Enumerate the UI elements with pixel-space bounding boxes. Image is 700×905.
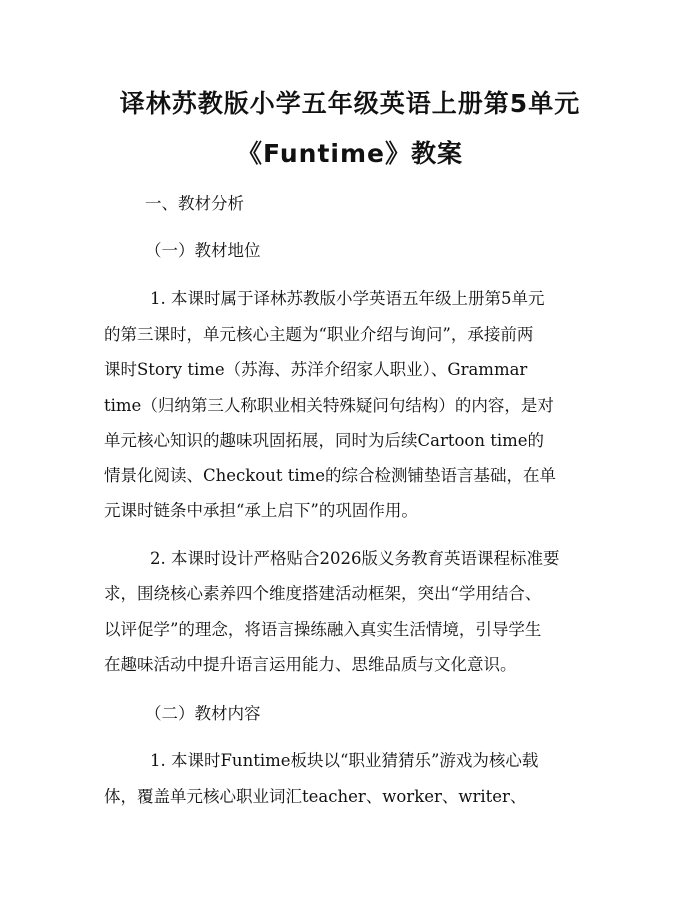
paragraph-2-line-2: 求，围绕核心素养四个维度搭建活动框架，突出“学用结合、 — [104, 584, 542, 603]
paragraph-1-line-5: 单元核心知识的趣味巩固拓展，同时为后续Cartoon time的 — [104, 431, 545, 450]
paragraph-1-line-7: 元课时链条中承担“承上启下”的巩固作用。 — [104, 501, 418, 520]
paragraph-2-line-3: 以评促学”的理念，将语言操练融入真实生活情境，引导学生 — [104, 620, 542, 639]
paragraph-1-line-2: 的第三课时，单元核心主题为“职业介绍与询问”，承接前两 — [104, 325, 534, 344]
subsection-heading-textbook-content: （二）教材内容 — [145, 704, 261, 723]
paragraph-3-line-1: 1. 本课时Funtime板块以“职业猜猜乐”游戏为核心载 — [150, 751, 539, 770]
paragraph-1-line-1: 1. 本课时属于译林苏教版小学英语五年级上册第5单元 — [150, 289, 545, 308]
paragraph-1-line-4: time（归纳第三人称职业相关特殊疑问句结构）的内容，是对 — [104, 396, 554, 415]
document-title-line-2: 《Funtime》教案 — [237, 139, 463, 168]
paragraph-2-line-1: 2. 本课时设计严格贴合2026版义务教育英语课程标准要 — [150, 549, 560, 568]
subsection-heading-textbook-position: （一）教材地位 — [145, 241, 261, 260]
paragraph-1-line-6: 情景化阅读、Checkout time的综合检测铺垫语言基础，在单 — [104, 466, 557, 485]
paragraph-1-line-3: 课时Story time（苏海、苏洋介绍家人职业）、Grammar — [104, 360, 528, 379]
paragraph-2-line-4: 在趣味活动中提升语言运用能力、思维品质与文化意识。 — [104, 655, 517, 674]
paragraph-3-line-2: 体，覆盖单元核心职业词汇teacher、worker、writer、 — [104, 787, 527, 806]
document-title-line-1: 译林苏教版小学五年级英语上册第5单元 — [119, 89, 581, 118]
section-heading-textbook-analysis: 一、教材分析 — [145, 194, 244, 213]
